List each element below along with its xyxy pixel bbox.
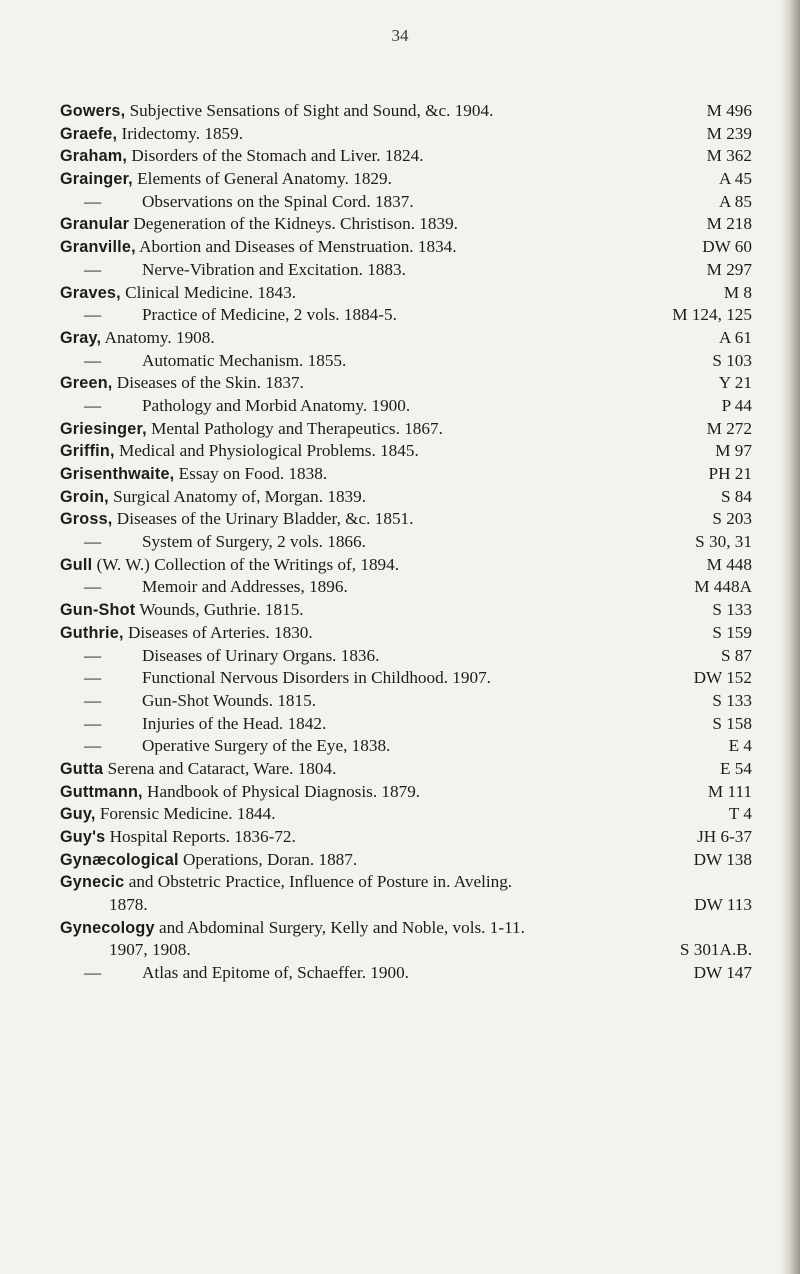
entry-title: Disorders of the Stomach and Liver. 1824. — [127, 146, 424, 166]
ditto-dash: — — [84, 395, 102, 415]
entry-heading: Gull — [60, 555, 93, 574]
catalog-entry — [60, 304, 752, 327]
page-number: 34 — [391, 26, 409, 45]
ditto-dash: — — [84, 963, 102, 983]
shelf-reference: S 133 — [712, 690, 752, 710]
entry-title: (W. W.) Collection of the Writings of, 1894. — [92, 554, 400, 574]
shelf-reference: A 45 — [719, 169, 752, 189]
shelf-reference: M 448A — [694, 577, 752, 597]
entry-title: Injuries of the Head. 1842. — [142, 713, 327, 733]
catalog-entry — [60, 667, 752, 690]
ditto-dash: — — [84, 350, 102, 370]
entry-text — [60, 486, 366, 509]
entry-title: Handbook of Physical Diagnosis. 1879. — [142, 781, 421, 801]
entry-title: Observations on the Spinal Cord. 1837. — [142, 191, 414, 211]
entry-text — [60, 758, 336, 781]
entry-title: Gun-Shot Wounds. 1815. — [142, 690, 317, 710]
shelf-reference: M 448 — [706, 554, 752, 574]
entry-text — [60, 418, 443, 441]
catalog-entry — [60, 803, 752, 826]
entry-text — [60, 123, 243, 146]
entry-heading: Gross, — [60, 510, 113, 529]
shelf-reference: Y 21 — [718, 373, 752, 393]
shelf-reference: M 496 — [706, 101, 752, 120]
entry-text — [84, 259, 406, 282]
catalog-entry — [60, 236, 752, 259]
entry-title: Abortion and Diseases of Menstruation. 1834. — [135, 237, 457, 257]
entry-text — [109, 894, 148, 917]
shelf-reference: E 54 — [720, 758, 752, 778]
catalog-entry — [60, 282, 752, 305]
entry-text — [84, 713, 326, 736]
entry-text — [109, 939, 191, 962]
catalog-entry — [60, 440, 752, 463]
entry-heading: Granular — [60, 215, 130, 234]
entry-title: Forensic Medicine. 1844. — [95, 804, 276, 824]
entry-heading: Guthrie, — [60, 623, 124, 642]
entry-text — [84, 350, 346, 373]
ditto-dash: — — [84, 191, 102, 211]
entry-title: Operative Surgery of the Eye, 1838. — [142, 736, 391, 756]
shelf-reference: M 362 — [706, 146, 752, 166]
shelf-reference: S 87 — [720, 645, 752, 665]
shelf-reference: M 239 — [706, 123, 752, 143]
catalog-entry — [60, 849, 752, 872]
catalog-entry — [60, 599, 752, 622]
entry-text — [84, 191, 414, 214]
entry-title: Diseases of the Skin. 1837. — [112, 373, 304, 393]
entry-heading: Gynæcological — [60, 850, 179, 869]
shelf-reference: DW 113 — [694, 895, 752, 915]
entry-title: Iridectomy. 1859. — [117, 123, 244, 143]
entry-text — [60, 622, 313, 645]
catalog-entry — [60, 758, 752, 781]
entry-title: Mental Pathology and Therapeutics. 1867. — [146, 418, 443, 438]
catalog-entry — [60, 735, 752, 758]
catalog-entry — [60, 939, 752, 962]
entry-title: Surgical Anatomy of, Morgan. 1839. — [108, 486, 367, 506]
catalog-entry — [60, 486, 752, 509]
shelf-reference: M 111 — [707, 781, 752, 801]
catalog-entry — [60, 871, 752, 894]
entry-title: Diseases of Urinary Organs. 1836. — [142, 645, 380, 665]
entry-heading: Gray, — [60, 328, 102, 347]
catalog-entry — [60, 372, 752, 395]
catalog-entry — [60, 508, 752, 531]
catalog-entry — [60, 894, 752, 917]
shelf-reference: A 85 — [719, 191, 752, 211]
catalog-entry — [60, 781, 752, 804]
entry-text — [60, 168, 392, 191]
entry-title: and Obstetric Practice, Influence of Posture in. Aveling. — [124, 872, 513, 892]
shelf-reference: JH 6-37 — [697, 827, 752, 846]
catalog-entry — [60, 418, 752, 441]
entry-title: Pathology and Morbid Anatomy. 1900. — [142, 395, 411, 415]
catalog-entry — [60, 826, 752, 849]
catalog-entry — [60, 554, 752, 577]
shelf-reference: T 4 — [728, 804, 752, 824]
entry-title: Wounds, Guthrie. 1815. — [135, 600, 304, 620]
shelf-reference: M 124, 125 — [672, 305, 752, 325]
ditto-dash: — — [84, 713, 102, 733]
shelf-reference: M 218 — [706, 214, 752, 234]
catalog-entry — [60, 145, 752, 168]
entry-title: 1878. — [109, 895, 148, 915]
entry-heading: Gutta — [60, 759, 104, 778]
ditto-dash: — — [84, 305, 102, 325]
entry-title: Subjective Sensations of Sight and Sound, &c. 1904. — [125, 101, 494, 120]
entry-title: Nerve-Vibration and Excitation. 1883. — [142, 259, 406, 279]
entry-heading: Griffin, — [60, 442, 115, 461]
entry-title: Serena and Cataract, Ware. 1804. — [103, 758, 337, 778]
entry-title: Diseases of the Urinary Bladder, &c. 1851. — [112, 509, 414, 529]
shelf-reference: A 61 — [719, 327, 752, 347]
entry-heading: Groin, — [60, 487, 109, 506]
entry-title: Elements of General Anatomy. 1829. — [132, 169, 392, 189]
entry-text — [84, 667, 491, 690]
entry-heading: Graefe, — [60, 124, 118, 143]
shelf-reference: M 97 — [715, 441, 752, 461]
ditto-dash: — — [84, 259, 102, 279]
entry-text — [60, 213, 458, 236]
entry-text — [84, 395, 410, 418]
shelf-reference: P 44 — [721, 395, 752, 415]
shelf-reference: S 133 — [712, 600, 752, 620]
entry-text — [84, 690, 316, 713]
entry-text — [84, 304, 397, 327]
catalog-entry — [60, 191, 752, 214]
entry-text — [84, 735, 390, 758]
entry-text — [60, 826, 296, 849]
entry-heading: Gynecic — [60, 873, 125, 892]
catalog-entry — [60, 100, 752, 123]
entry-text — [60, 871, 512, 894]
entry-title: Atlas and Epitome of, Schaeffer. 1900. — [142, 963, 409, 983]
entry-text — [60, 100, 493, 123]
catalog-entry — [60, 123, 752, 146]
entry-title: and Abdominal Surgery, Kelly and Noble, vols. 1-11. — [154, 917, 525, 937]
entry-title: Memoir and Addresses, 1896. — [142, 577, 348, 597]
entry-heading: Guy's — [60, 828, 106, 846]
entry-heading: Gowers, — [60, 102, 126, 120]
shelf-reference: DW 60 — [702, 237, 752, 257]
entry-heading: Graves, — [60, 283, 121, 302]
entry-title: Clinical Medicine. 1843. — [120, 282, 296, 302]
entry-title: Diseases of Arteries. 1830. — [123, 622, 313, 642]
entry-text — [60, 917, 525, 940]
shelf-reference: E 4 — [728, 736, 752, 756]
entry-text — [60, 145, 424, 168]
entry-heading: Granville, — [60, 238, 136, 257]
entry-text — [84, 531, 366, 554]
shelf-reference: S 159 — [712, 622, 752, 642]
ditto-dash: — — [84, 690, 102, 710]
entry-title: Essay on Food. 1838. — [174, 464, 328, 483]
catalog-entry — [60, 531, 752, 554]
entry-title: Functional Nervous Disorders in Childhood. 1907. — [142, 668, 491, 688]
entry-heading: Guy, — [60, 805, 96, 824]
entry-text — [60, 372, 304, 395]
catalog-entry — [60, 576, 752, 599]
shelf-reference: DW 138 — [693, 849, 752, 869]
shelf-reference: DW 147 — [693, 963, 752, 983]
shelf-reference: M 272 — [706, 418, 752, 438]
catalog-entry — [60, 168, 752, 191]
ditto-dash: — — [84, 736, 102, 756]
shelf-reference: S 301A.B. — [679, 940, 752, 960]
catalog-entry — [60, 622, 752, 645]
entry-text — [84, 645, 379, 668]
entry-text — [60, 327, 215, 350]
catalog-entry — [60, 690, 752, 713]
entry-text — [60, 803, 276, 826]
entry-list — [60, 100, 752, 985]
shelf-reference: M 297 — [706, 259, 752, 279]
entry-text — [84, 962, 409, 985]
entry-heading: Guttmann, — [60, 782, 143, 801]
shelf-reference: S 30, 31 — [695, 532, 752, 552]
entry-text — [60, 781, 420, 804]
page-edge-shadow — [780, 0, 800, 1274]
entry-text — [60, 508, 413, 531]
entry-heading: Gun-Shot — [60, 601, 136, 620]
catalog-entry — [60, 350, 752, 373]
catalog-entry — [60, 962, 752, 985]
entry-text — [84, 576, 348, 599]
shelf-reference: PH 21 — [708, 464, 752, 483]
entry-title: Hospital Reports. 1836-72. — [105, 827, 296, 846]
shelf-reference: DW 152 — [693, 668, 752, 688]
shelf-reference: S 103 — [712, 350, 752, 370]
shelf-reference: S 203 — [712, 509, 752, 529]
catalog-entry — [60, 713, 752, 736]
catalog-entry — [60, 917, 752, 940]
entry-text — [60, 236, 457, 259]
entry-text — [60, 849, 357, 872]
entry-text — [60, 440, 419, 463]
entry-title: Practice of Medicine, 2 vols. 1884-5. — [142, 305, 397, 325]
catalog-entry — [60, 327, 752, 350]
entry-heading: Green, — [60, 374, 113, 393]
entry-text — [60, 599, 304, 622]
entry-title: 1907, 1908. — [109, 940, 191, 960]
shelf-reference: M 8 — [723, 282, 752, 302]
shelf-reference: S 84 — [720, 486, 752, 506]
entry-text — [60, 463, 327, 486]
entry-title: Automatic Mechanism. 1855. — [142, 350, 347, 370]
ditto-dash: — — [84, 645, 102, 665]
entry-heading: Gynecology — [60, 918, 155, 937]
catalog-entry — [60, 463, 752, 486]
entry-heading: Graham, — [60, 147, 128, 166]
catalog-entry — [60, 645, 752, 668]
ditto-dash: — — [84, 668, 102, 688]
entry-heading: Grisenthwaite, — [60, 465, 175, 483]
catalog-entry — [60, 213, 752, 236]
catalog-entry — [60, 259, 752, 282]
catalog-entry — [60, 395, 752, 418]
shelf-reference: S 158 — [712, 713, 752, 733]
entry-text — [60, 282, 296, 305]
entry-heading: Grainger, — [60, 170, 133, 189]
entry-title: Degeneration of the Kidneys. Christison. 1839. — [129, 214, 458, 234]
ditto-dash: — — [84, 577, 102, 597]
entry-heading: Griesinger, — [60, 419, 147, 438]
entry-title: Operations, Doran. 1887. — [178, 849, 358, 869]
entry-title: System of Surgery, 2 vols. 1866. — [142, 532, 366, 552]
entry-title: Medical and Physiological Problems. 1845. — [114, 441, 419, 461]
entry-text — [60, 554, 399, 577]
entry-title: Anatomy. 1908. — [101, 327, 215, 347]
ditto-dash: — — [84, 532, 102, 552]
